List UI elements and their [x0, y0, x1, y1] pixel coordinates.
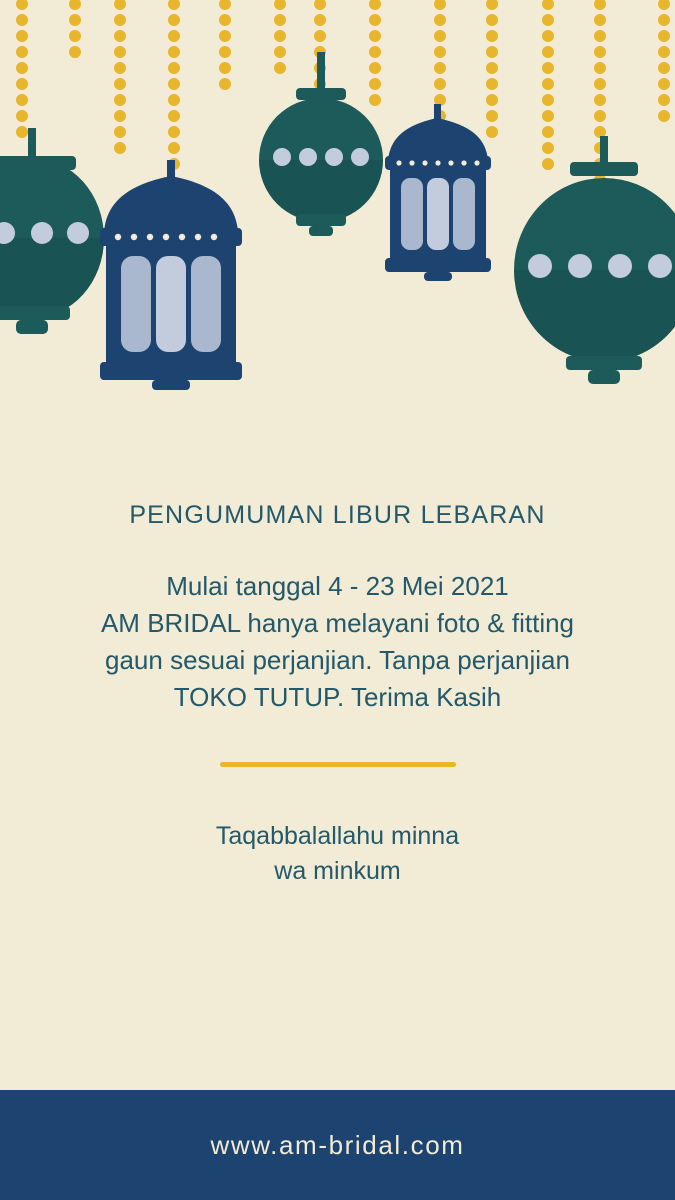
body-line: TOKO TUTUP. Terima Kasih: [173, 681, 502, 712]
announcement-content: [0, 500, 675, 890]
divider: [220, 762, 456, 767]
body-line: AM BRIDAL hanya melayani foto & fitting: [100, 607, 575, 638]
decorative-lanterns: [0, 0, 675, 420]
footer-bar: [0, 1090, 675, 1200]
greeting-line: Taqabbalallahu minna: [215, 821, 460, 850]
greeting-text: [0, 819, 675, 890]
website-url[interactable]: www.am-bridal.com: [210, 1129, 465, 1160]
body-line: gaun sesuai perjanjian. Tanpa perjanjian: [105, 644, 570, 675]
announcement-body: [0, 568, 675, 716]
body-line: Mulai tanggal 4 - 23 Mei 2021: [166, 571, 509, 601]
greeting-line: wa minkum: [274, 857, 401, 886]
page-title: PENGUMUMAN LIBUR LEBARAN: [129, 501, 546, 529]
